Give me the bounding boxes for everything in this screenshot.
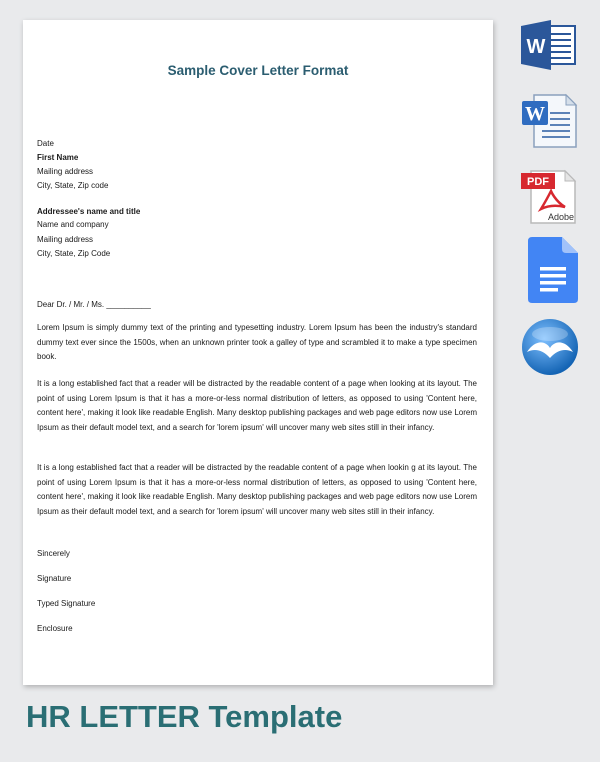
salutation: Dear Dr. / Mr. / Ms. __________ <box>37 300 151 309</box>
svg-text:PDF: PDF <box>527 176 549 188</box>
body-paragraph: Lorem Ipsum is simply dummy text of the printing and typesetting industry. Lorem Ipsum has been the industry's standard dummy text ever since the 1500s, when an unknown printer took a galley of type and scrambled it to make a type specimen book. <box>37 323 477 361</box>
sender-city: City, State, Zip code <box>37 181 109 190</box>
body-paragraph: It is a long established fact that a reader will be distracted by the readable content of a page when lookin g at its layout. The point of using Lorem Ipsum is that it has a more-or-less normal distribution of letters, as opposed to using 'Content here, content here', making it look like readable English. Many desktop publishing packages and web page editors now use Lorem Ipsum as their default model text, and a search for 'lorem ipsum' will uncover many web sites still in their infancy. <box>37 463 478 516</box>
typed-signature: Typed Signature <box>37 599 96 608</box>
doc-download-icon[interactable] <box>520 93 578 149</box>
closing: Sincerely <box>37 549 70 558</box>
svg-text:W: W <box>526 36 546 58</box>
sender-name: First Name <box>37 153 79 162</box>
body-paragraph: It is a long established fact that a reader will be distracted by the readable content of a page when looking at its layout. The point of using Lorem Ipsum is that it has a more-or-less normal distribution of letters, as opposed to using 'Content here, content here', making it look like readable English. Many desktop publishing packages and web page editors now use Lorem Ipsum as their default model text, and a search for 'lorem ipsum' will uncover many web sites still in their infancy. <box>37 379 478 432</box>
addressee-company: Name and company <box>37 220 109 229</box>
google-docs-download-icon[interactable] <box>528 237 578 303</box>
openoffice-download-icon[interactable] <box>521 318 579 376</box>
enclosure: Enclosure <box>37 624 73 633</box>
word-download-icon[interactable] <box>521 20 577 70</box>
addressee-city: City, State, Zip Code <box>37 249 111 258</box>
sender-date: Date <box>37 139 54 148</box>
signature: Signature <box>37 574 72 583</box>
letter-page <box>23 20 493 685</box>
svg-text:Adobe: Adobe <box>547 212 575 222</box>
pdf-download-icon[interactable] <box>521 169 579 225</box>
document-title: Sample Cover Letter Format <box>167 63 349 78</box>
banner-title: HR LETTER Template <box>26 699 343 734</box>
addressee-address: Mailing address <box>37 235 94 244</box>
svg-text:W: W <box>525 103 545 125</box>
addressee-heading: Addressee's name and title <box>37 207 141 216</box>
sender-address: Mailing address <box>37 167 94 176</box>
